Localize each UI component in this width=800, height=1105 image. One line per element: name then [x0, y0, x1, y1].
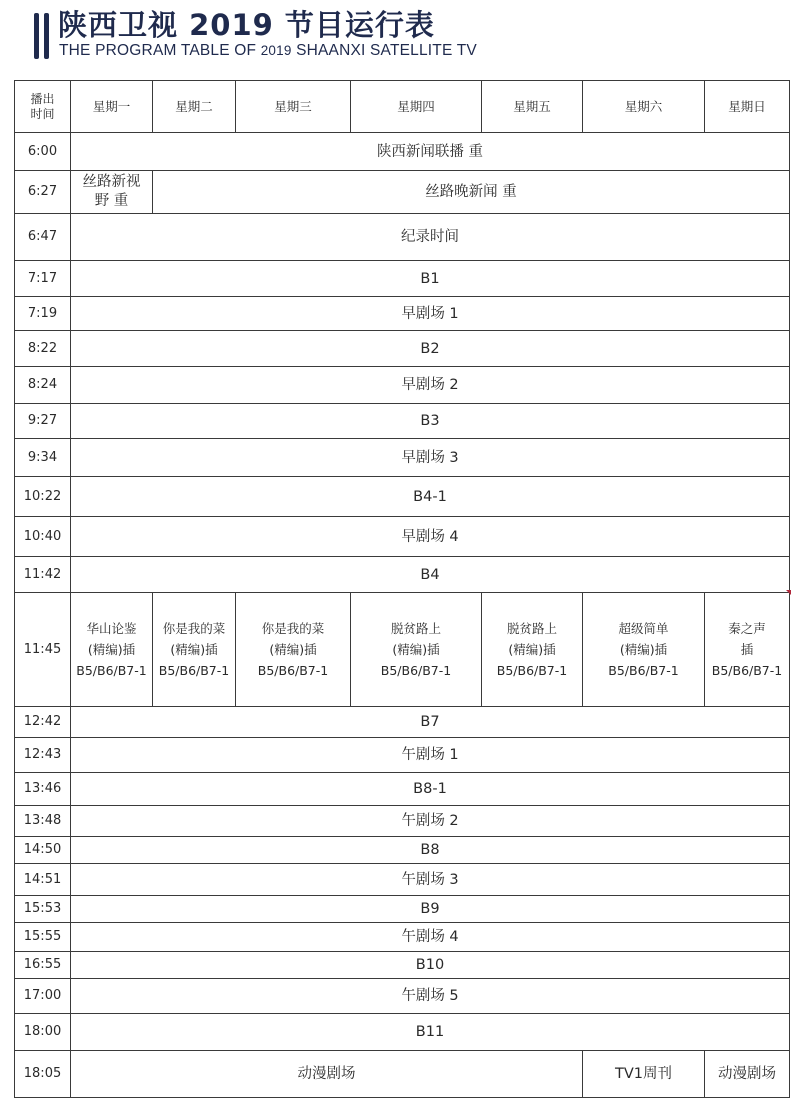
table-row [15, 864, 790, 896]
time-cell: 8:22 [15, 331, 71, 367]
time-cell: 10:40 [15, 517, 71, 557]
program-line: (精编)插 [619, 642, 668, 657]
time-cell: 13:48 [15, 806, 71, 837]
time-cell: 7:17 [15, 261, 71, 297]
program-line: 超级简单 [618, 621, 669, 636]
program-line: B5/B6/B7-1 [380, 663, 452, 678]
program-cell: 午剧场 1 [71, 738, 790, 773]
program-line: 你是我的菜 [162, 621, 226, 636]
time-cell: 15:55 [15, 923, 71, 952]
program-cell: 陕西新闻联播 重 [71, 133, 790, 171]
column-header-time [15, 81, 71, 133]
table-row [15, 837, 790, 864]
time-cell: 13:46 [15, 773, 71, 806]
program-line: B5/B6/B7-1 [76, 663, 147, 678]
time-cell: 12:42 [15, 707, 71, 738]
program-line: 华山论鉴 [86, 621, 137, 636]
table-row [15, 171, 790, 214]
table-row [15, 952, 790, 979]
time-cell: 10:22 [15, 477, 71, 517]
table-row [15, 1014, 790, 1051]
table-row [15, 1051, 790, 1098]
program-line: B5/B6/B7-1 [158, 663, 230, 678]
sunday-program-cell: 动漫剧场 [705, 1051, 790, 1098]
time-cell: 17:00 [15, 979, 71, 1014]
program-line: (精编)插 [170, 642, 218, 657]
table-row [15, 517, 790, 557]
program-line: B5/B6/B7-1 [711, 663, 783, 678]
page-title: 陕西卫视 2019 节目运行表 [58, 8, 435, 42]
table-row [15, 439, 790, 477]
program-line: B5/B6/B7-1 [608, 663, 679, 678]
table-row [15, 133, 790, 171]
program-cell: 早剧场 2 [71, 367, 790, 404]
table-row [15, 738, 790, 773]
program-cell: B8-1 [71, 773, 790, 806]
table-row [15, 806, 790, 837]
time-cell: 11:45 [15, 593, 71, 707]
program-cell: B1 [71, 261, 790, 297]
program-schedule-table [14, 80, 790, 1098]
time-cell: 6:00 [15, 133, 71, 171]
program-line: 丝路新视 [82, 174, 141, 190]
program-cell: 午剧场 4 [71, 923, 790, 952]
program-cell: B7 [71, 707, 790, 738]
column-header-tuesday: 星期二 [153, 81, 236, 133]
time-cell: 15:53 [15, 896, 71, 923]
program-cell: B2 [71, 331, 790, 367]
time-header-line1: 播出 [30, 91, 55, 106]
program-cell: 午剧场 2 [71, 806, 790, 837]
program-cell: B4 [71, 557, 790, 593]
program-line: 脱贫路上 [390, 621, 441, 636]
table-row [15, 297, 790, 331]
program-line: 插 [740, 642, 754, 657]
time-cell: 6:47 [15, 214, 71, 261]
program-cell: 午剧场 5 [71, 979, 790, 1014]
column-header-sunday: 星期日 [705, 81, 790, 133]
time-cell: 16:55 [15, 952, 71, 979]
saturday-program-cell [583, 593, 705, 707]
program-line: B5/B6/B7-1 [257, 663, 329, 678]
program-cell: B8 [71, 837, 790, 864]
time-cell: 11:42 [15, 557, 71, 593]
program-line: 野 重 [94, 193, 129, 209]
column-header-monday: 星期一 [71, 81, 153, 133]
program-cell: 午剧场 3 [71, 864, 790, 896]
subtitle-prefix: THE PROGRAM TABLE OF [59, 42, 261, 59]
program-line: (精编)插 [87, 642, 136, 657]
time-cell: 9:27 [15, 404, 71, 439]
time-cell: 14:51 [15, 864, 71, 896]
wednesday-program-cell [236, 593, 351, 707]
time-cell: 12:43 [15, 738, 71, 773]
program-line: 脱贫路上 [506, 621, 557, 636]
sunday-program-cell [705, 593, 790, 707]
saturday-program-cell: TV1周刊 [583, 1051, 705, 1098]
time-cell: 9:34 [15, 439, 71, 477]
title-accent-bars-icon [34, 13, 50, 59]
corner-mark [786, 590, 791, 595]
time-cell: 18:00 [15, 1014, 71, 1051]
header-row [15, 81, 790, 133]
program-cell: B3 [71, 404, 790, 439]
subtitle-year: 2019 [260, 43, 292, 58]
program-cell: 早剧场 3 [71, 439, 790, 477]
program-line: (精编)插 [269, 642, 317, 657]
program-cell: B10 [71, 952, 790, 979]
program-cell: 早剧场 4 [71, 517, 790, 557]
program-cell: 纪录时间 [71, 214, 790, 261]
table-row [15, 404, 790, 439]
friday-program-cell [482, 593, 583, 707]
table-row [15, 896, 790, 923]
tuesday-program-cell [153, 593, 236, 707]
program-line: 你是我的菜 [261, 621, 325, 636]
weekday-program-cell: 动漫剧场 [71, 1051, 583, 1098]
page-subtitle [59, 42, 477, 60]
monday-program-cell [71, 171, 153, 214]
program-cell: B11 [71, 1014, 790, 1051]
program-cell: 丝路晚新闻 重 [153, 171, 790, 214]
program-cell: 早剧场 1 [71, 297, 790, 331]
column-header-wednesday: 星期三 [236, 81, 351, 133]
subtitle-suffix: SHAANXI SATELLITE TV [291, 42, 477, 59]
time-header-line2: 时间 [30, 106, 55, 121]
time-cell: 14:50 [15, 837, 71, 864]
table-row [15, 979, 790, 1014]
table-row [15, 557, 790, 593]
program-line: (精编)插 [508, 642, 556, 657]
time-cell: 8:24 [15, 367, 71, 404]
table-row [15, 261, 790, 297]
time-cell: 7:19 [15, 297, 71, 331]
table-row [15, 367, 790, 404]
column-header-thursday: 星期四 [351, 81, 482, 133]
time-cell: 6:27 [15, 171, 71, 214]
table-row [15, 707, 790, 738]
time-cell: 18:05 [15, 1051, 71, 1098]
monday-program-cell [71, 593, 153, 707]
program-cell: B9 [71, 896, 790, 923]
table-row [15, 214, 790, 261]
thursday-program-cell [351, 593, 482, 707]
table-row [15, 331, 790, 367]
program-line: 秦之声 [728, 621, 766, 636]
table-row [15, 923, 790, 952]
program-line: (精编)插 [392, 642, 440, 657]
program-cell: B4-1 [71, 477, 790, 517]
column-header-friday: 星期五 [482, 81, 583, 133]
table-row [15, 477, 790, 517]
program-line: B5/B6/B7-1 [496, 663, 568, 678]
table-row-midday-split [15, 593, 790, 707]
table-row [15, 773, 790, 806]
column-header-saturday: 星期六 [583, 81, 705, 133]
